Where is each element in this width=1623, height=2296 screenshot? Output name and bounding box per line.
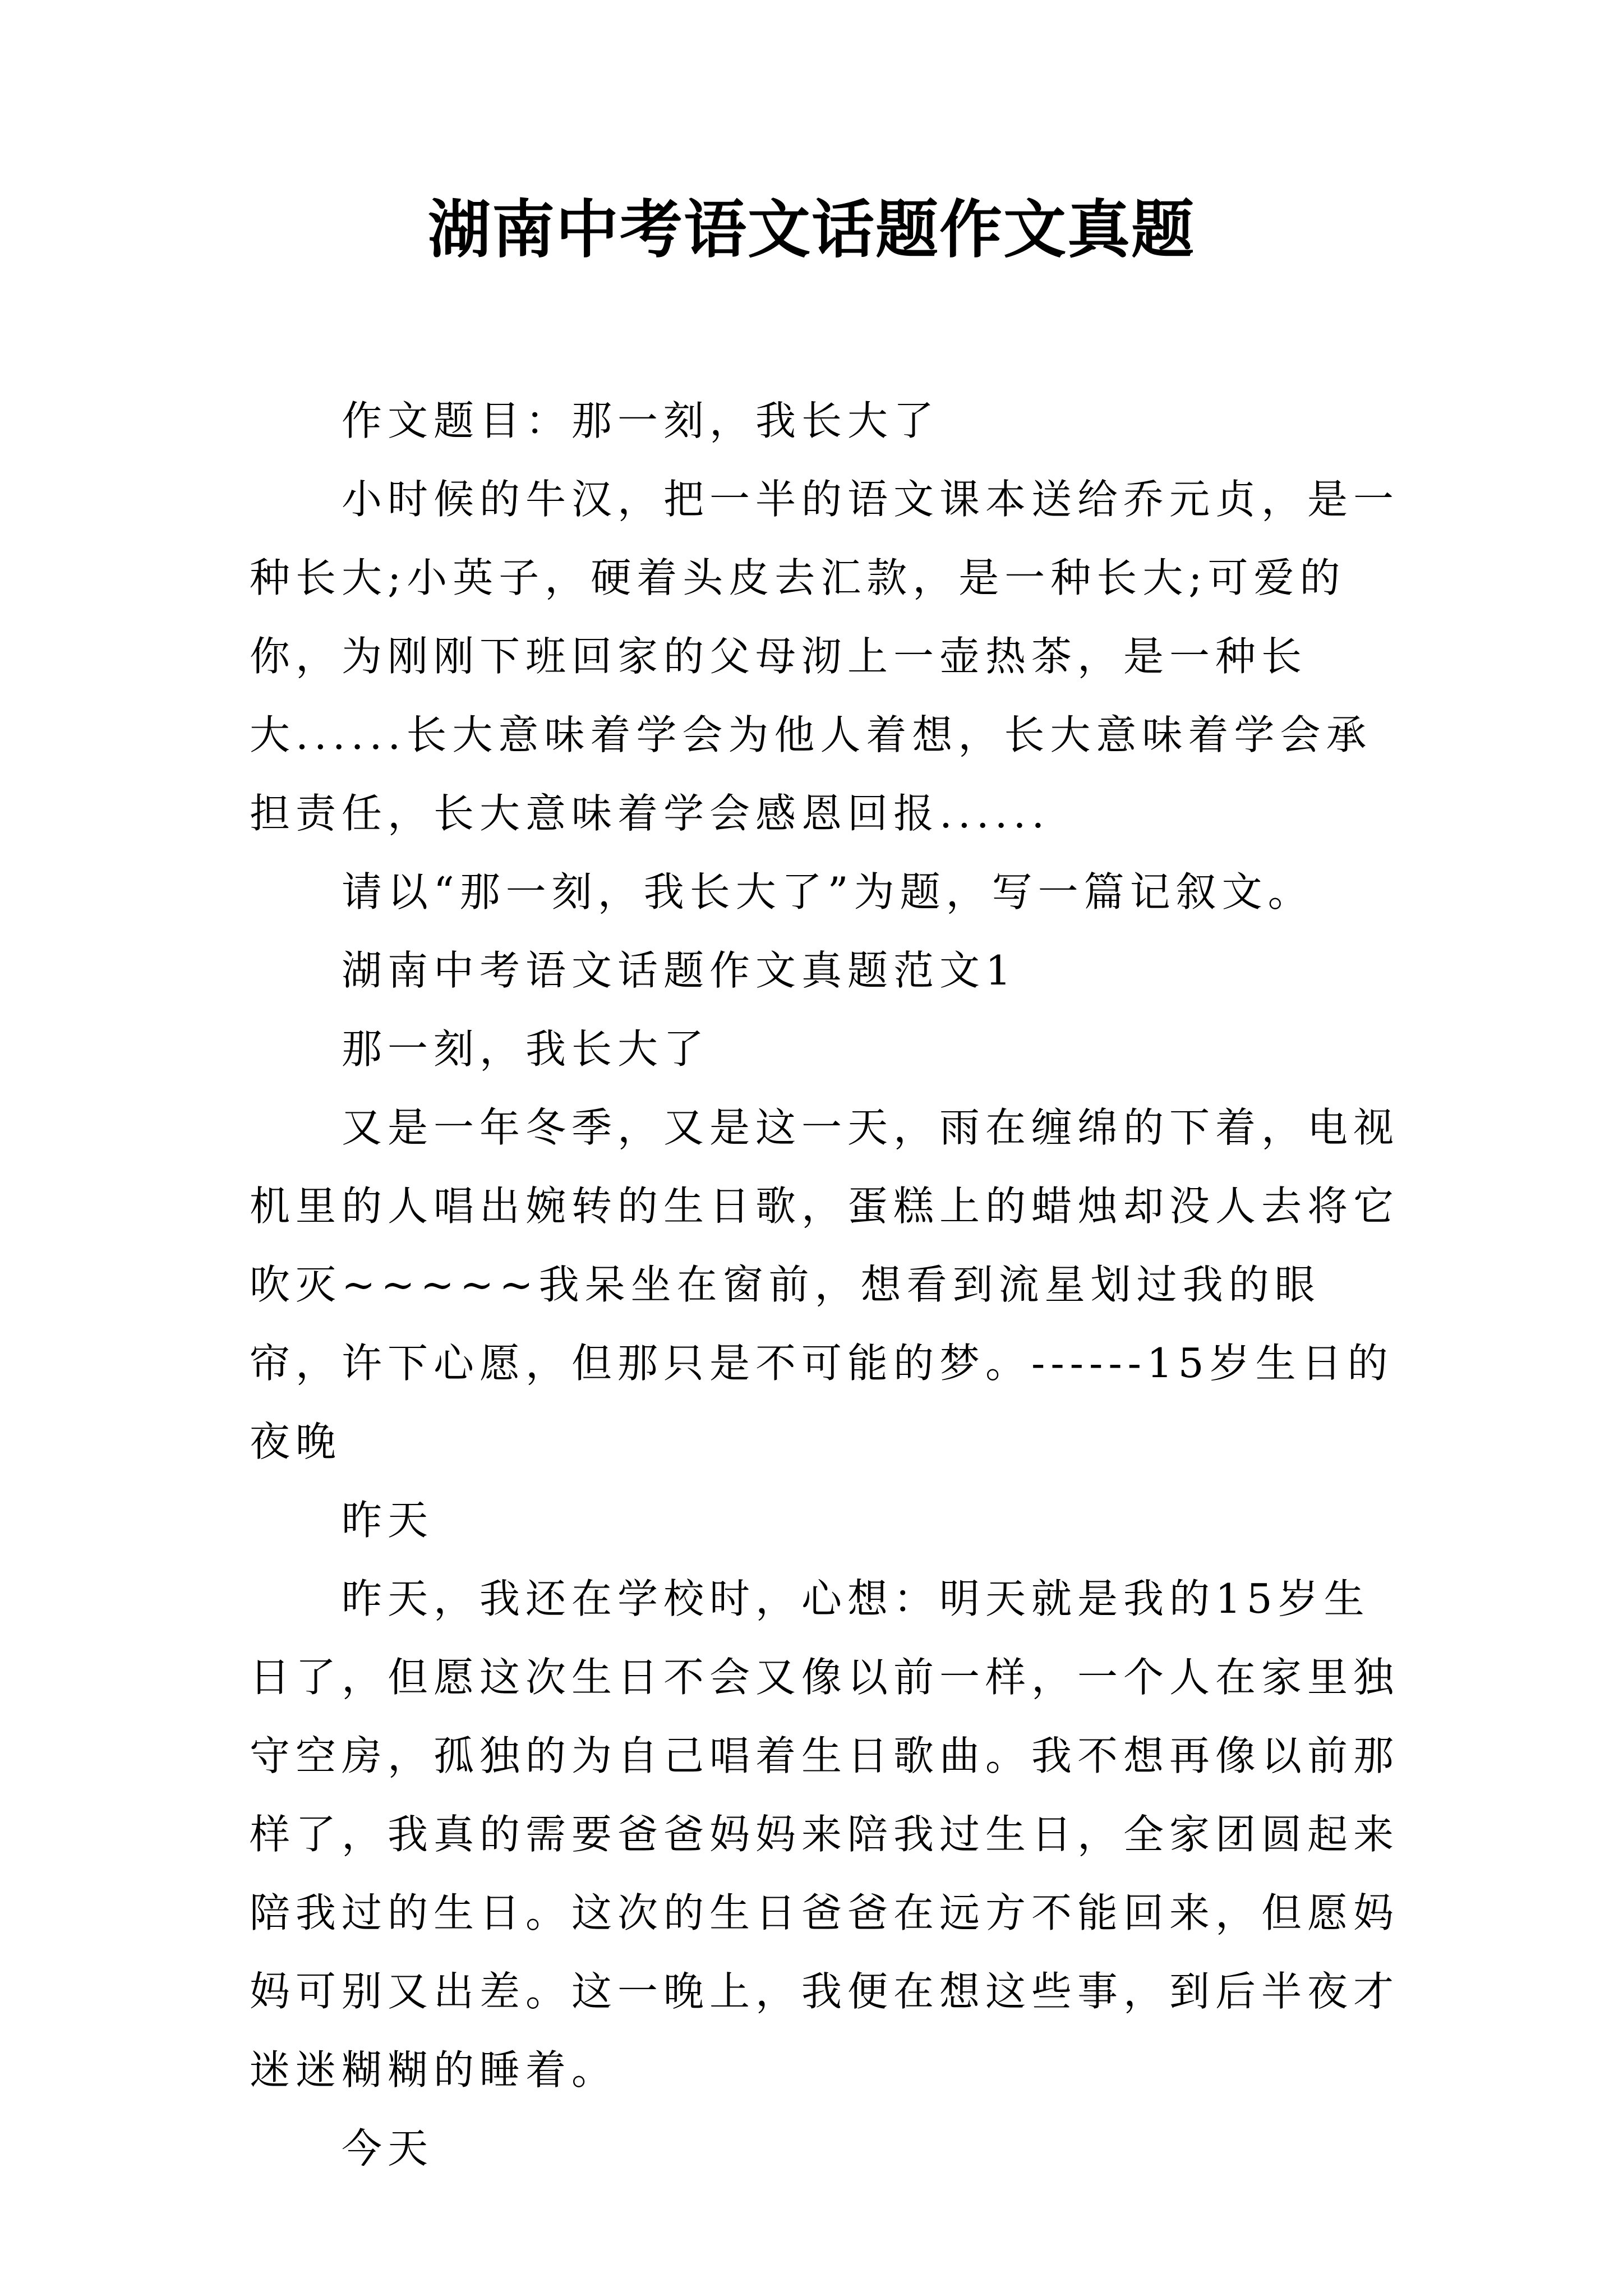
paragraph-yesterday-heading: 昨天 bbox=[342, 1497, 434, 1544]
paragraph-intro: 小时候的牛汉，把一半的语文课本送给乔元贞，是一种长大;小英子，硬着头皮去汇款，是一种长大;可爱的你，为刚刚下班回家的父母沏上一壶热茶，是一种长大......长大意味着学会为他人着想，长大意味着学会承担责任，长大意味着学会感恩回报...... bbox=[250, 476, 1400, 837]
paragraph-instruction: 请以“那一刻，我长大了”为题，写一篇记叙文。 bbox=[342, 868, 1314, 915]
document-title: 湖南中考语文话题作文真题 bbox=[428, 193, 1195, 266]
paragraph-essay-title: 那一刻，我长大了 bbox=[342, 1025, 710, 1073]
paragraph-sample-heading: 湖南中考语文话题作文真题范文1 bbox=[342, 947, 1017, 994]
paragraph-today-heading: 今天 bbox=[342, 2125, 434, 2172]
paragraph-yesterday: 昨天，我还在学校时，心想：明天就是我的15岁生日了，但愿这次生日不会又像以前一样，一个人在家里独守空房，孤独的为自己唱着生日歌曲。我不想再像以前那样了，我真的需要爸爸妈妈来陪我过生日，全家团圆起来陪我过的生日。这次的生日爸爸在远方不能回来，但愿妈妈可别又出差。这一晚上，我便在想这些事，到后半夜才迷迷糊糊的睡着。 bbox=[250, 1575, 1400, 2093]
document-body bbox=[250, 381, 1405, 2188]
paragraph-opening: 又是一年冬季，又是这一天，雨在缠绵的下着，电视机里的人唱出婉转的生日歌，蛋糕上的蜡烛却没人去将它吹灭~~~~~我呆坐在窗前，想看到流星划过我的眼帘，许下心愿，但那只是不可能的梦。------15岁生日的夜晚 bbox=[250, 1104, 1400, 1465]
paragraph-topic: 作文题目：那一刻，我长大了 bbox=[342, 397, 940, 444]
